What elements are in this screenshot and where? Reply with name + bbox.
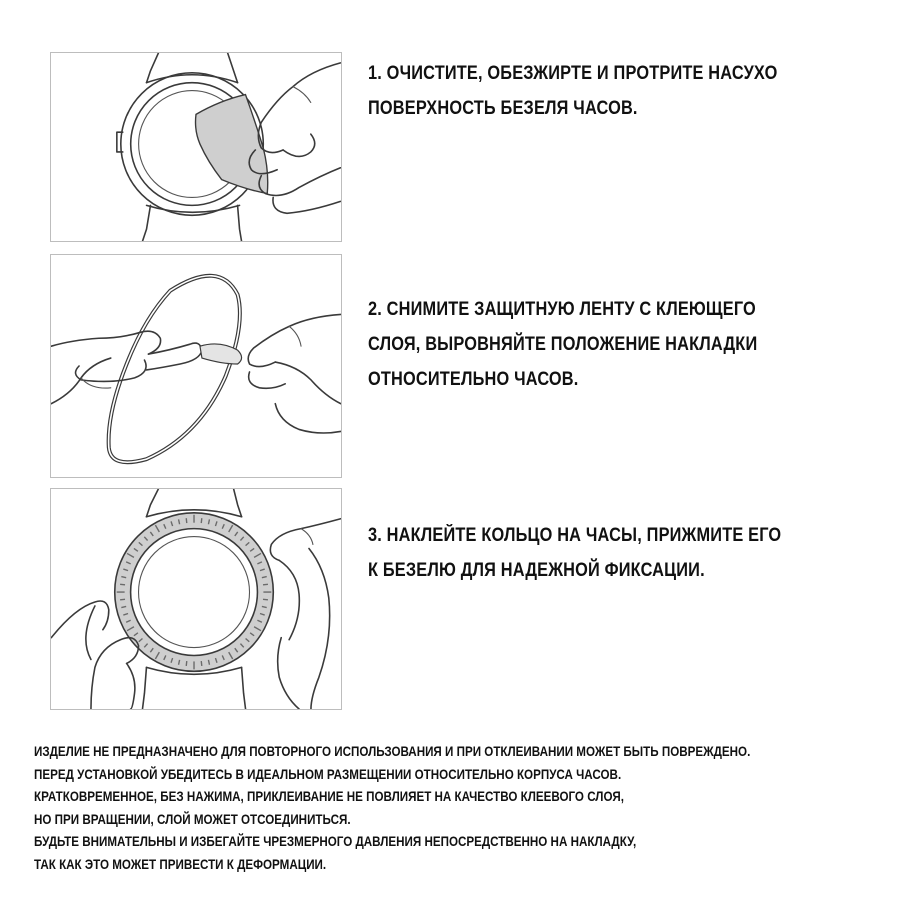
- step1-text: 1. ОЧИСТИТЕ, ОБЕЗЖИРТЕ И ПРОТРИТЕ НАСУХО ПОВЕРХНОСТЬ БЕЗЕЛЯ ЧАСОВ.: [368, 63, 778, 119]
- bezel-tick: [120, 584, 125, 585]
- note-line: ПЕРЕД УСТАНОВКОЙ УБЕДИТЕСЬ В ИДЕАЛЬНОМ РАЗМЕЩЕНИИ ОТНОСИТЕЛЬНО КОРПУСА ЧАСОВ.: [34, 765, 622, 782]
- bezel-tick: [201, 518, 202, 523]
- step1-illustration: [50, 52, 342, 242]
- note-line: БУДЬТЕ ВНИМАТЕЛЬНЫ И ИЗБЕГАЙТЕ ЧРЕЗМЕРНОГО ДАВЛЕНИЯ НЕПОСРЕДСТВЕННО НА НАКЛАДКУ,: [34, 833, 637, 850]
- bezel-tick: [263, 584, 268, 585]
- step2-illustration: [50, 254, 342, 478]
- bezel-tick: [186, 518, 187, 523]
- bezel-tick: [120, 599, 125, 600]
- note-line: ИЗДЕЛИЕ НЕ ПРЕДНАЗНАЧЕНО ДЛЯ ПОВТОРНОГО ИСПОЛЬЗОВАНИЯ И ПРИ ОТКЛЕИВАНИИ МОЖЕТ БЫТЬ ПОВРЕЖДЕНО.: [34, 743, 751, 759]
- watch-ring-press-drawing: [51, 489, 341, 709]
- step3-text: 3. НАКЛЕЙТЕ КОЛЬЦО НА ЧАСЫ, ПРИЖМИТЕ ЕГО К БЕЗЕЛЮ ДЛЯ НАДЕЖНОЙ ФИКСАЦИИ.: [368, 525, 782, 581]
- bezel-tick: [186, 661, 187, 666]
- note-line: ТАК КАК ЭТО МОЖЕТ ПРИВЕСТИ К ДЕФОРМАЦИИ.: [34, 855, 327, 872]
- step3-illustration: [50, 488, 342, 710]
- step2-text: 2. СНИМИТЕ ЗАЩИТНУЮ ЛЕНТУ С КЛЕЮЩЕГО СЛОЯ, ВЫРОВНЯЙТЕ ПОЛОЖЕНИЕ НАКЛАДКИ ОТНОСИТЕЛЬНО ЧАСОВ.: [368, 299, 758, 390]
- ring-tape-drawing: [51, 255, 341, 477]
- watch-cleaning-drawing: [51, 53, 341, 241]
- bezel-tick: [201, 661, 202, 666]
- note-line: КРАТКОВРЕМЕННОЕ, БЕЗ НАЖИМА, ПРИКЛЕИВАНИЕ НЕ ПОВЛИЯЕТ НА КАЧЕСТВО КЛЕЕВОГО СЛОЯ,: [34, 788, 624, 805]
- note-line: НО ПРИ ВРАЩЕНИИ, СЛОЙ МОЖЕТ ОТСОЕДИНИТЬСЯ.: [34, 810, 351, 827]
- warning-notes: [34, 740, 864, 876]
- bezel-tick: [263, 599, 268, 600]
